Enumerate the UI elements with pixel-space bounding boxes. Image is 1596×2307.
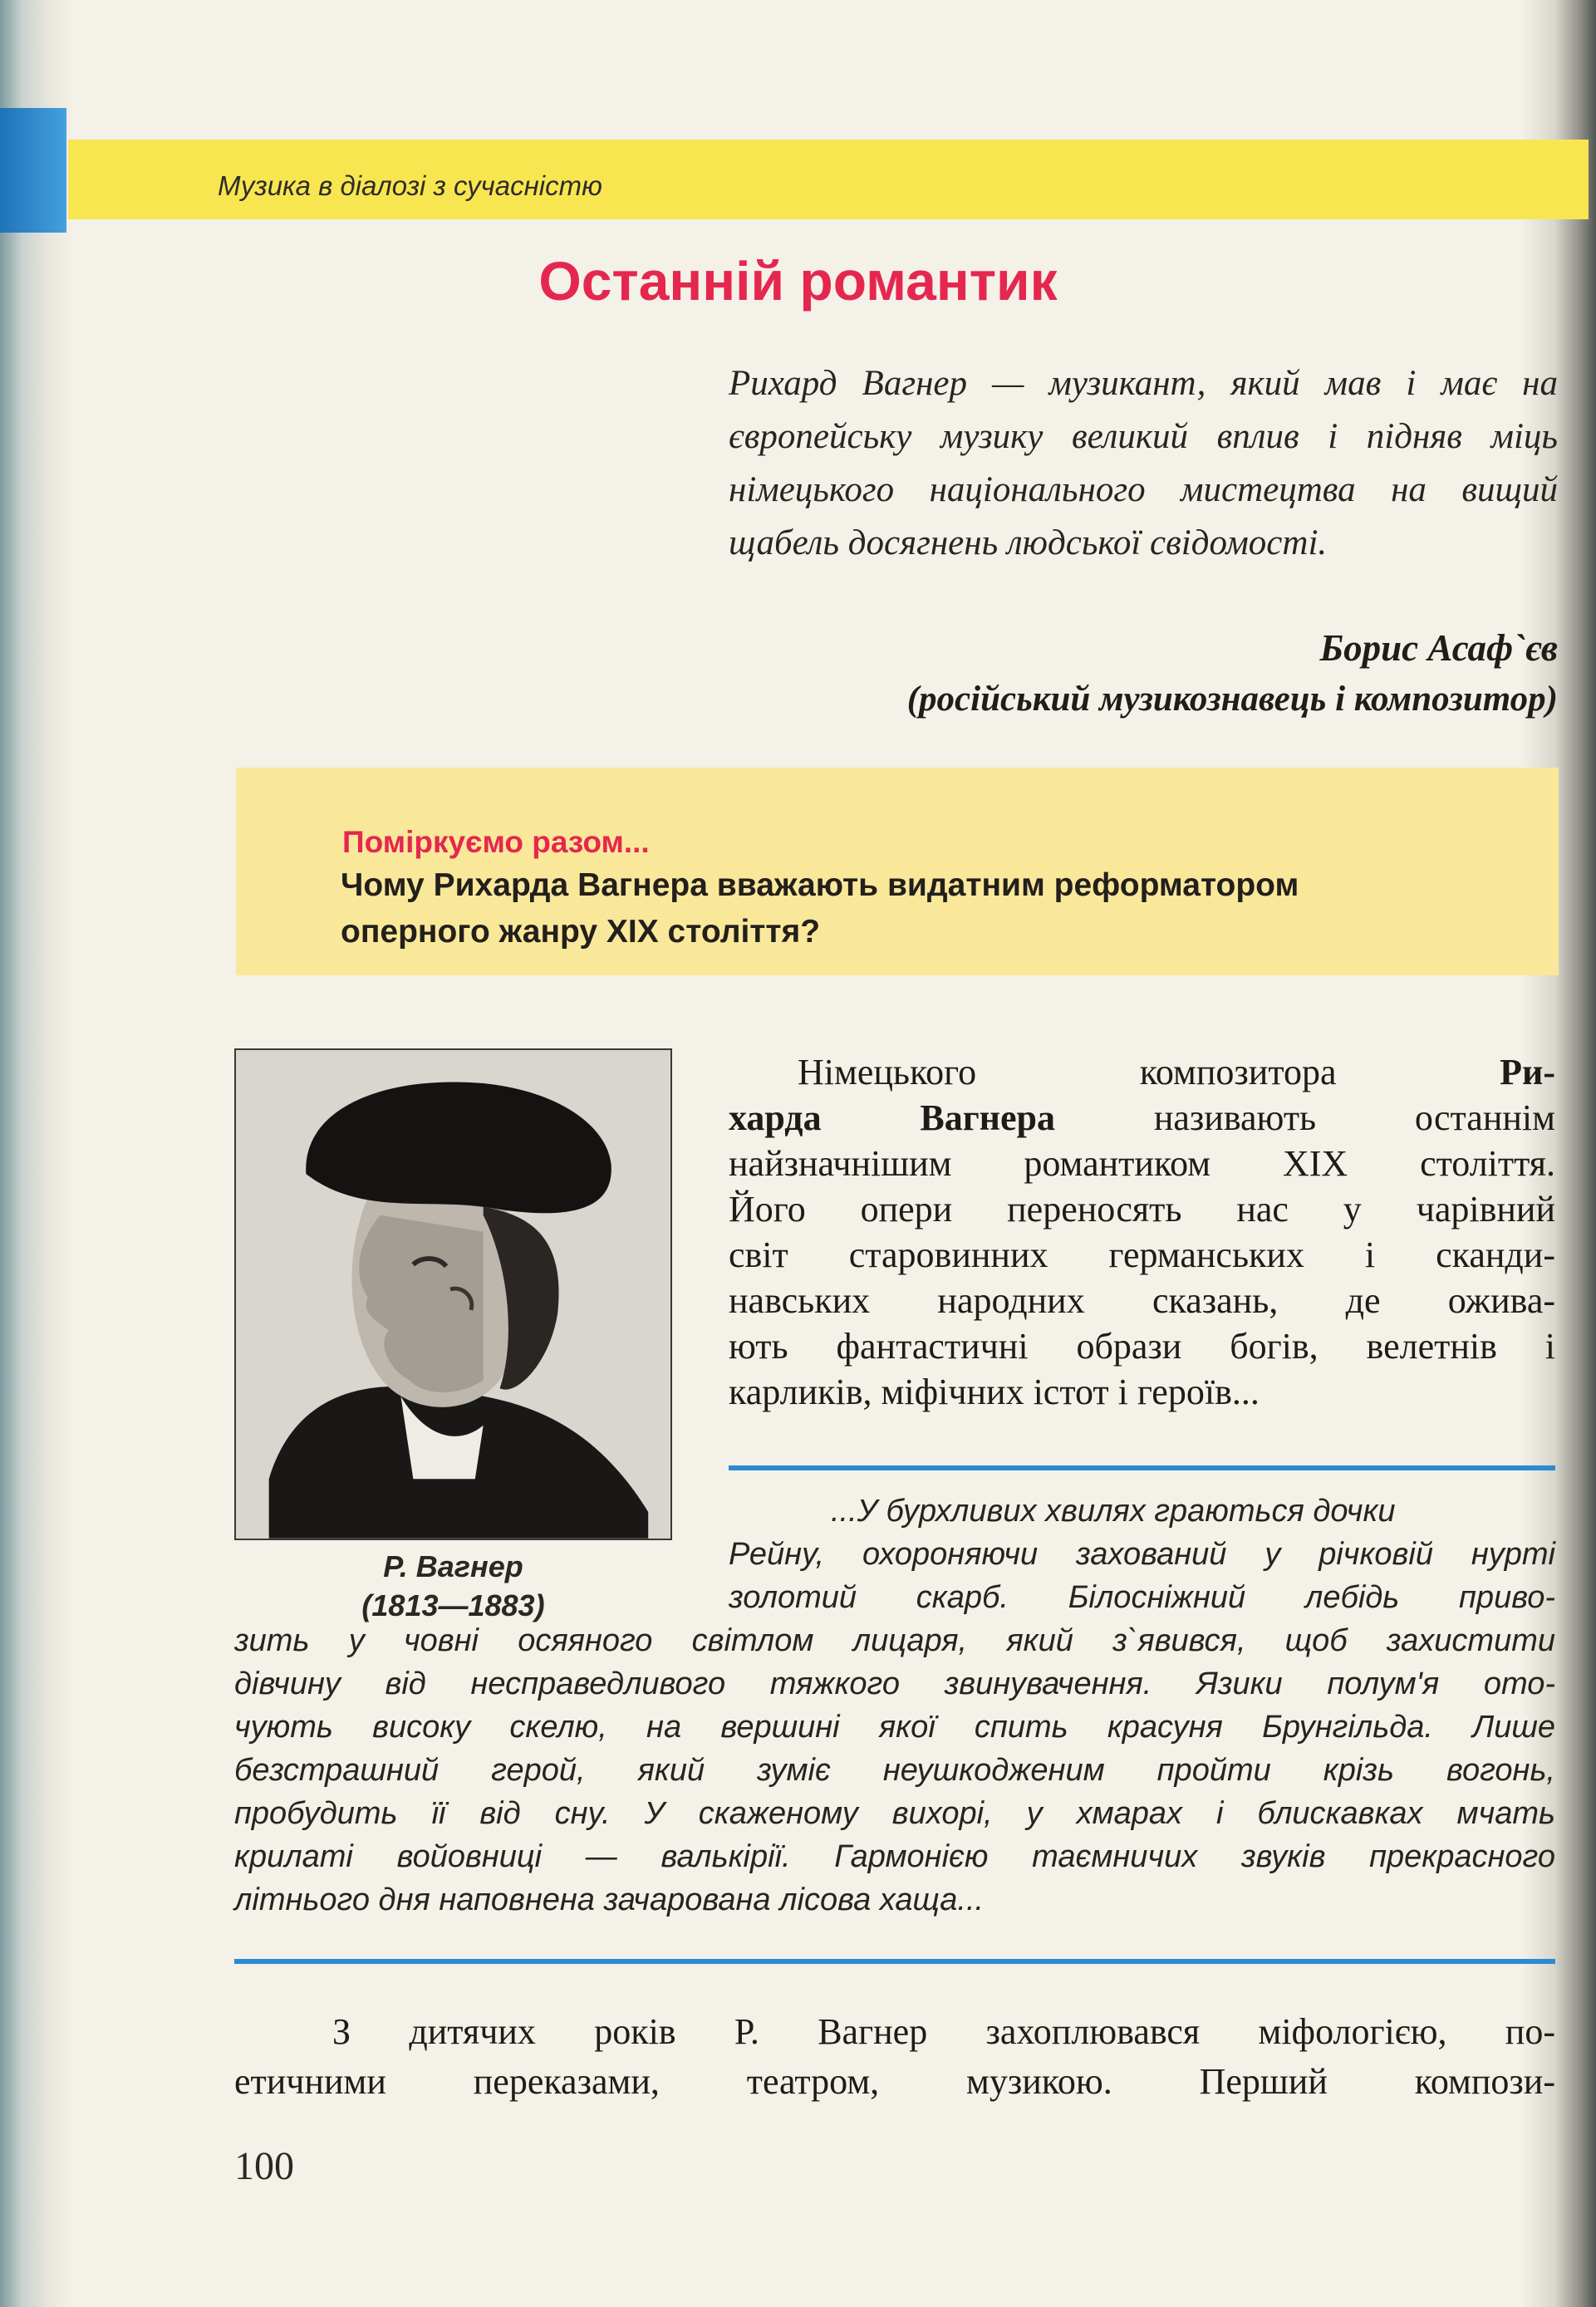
section-label: Музика в діалозі з сучасністю — [218, 170, 602, 201]
portrait-caption-name: Р. Вагнер — [383, 1549, 523, 1583]
closing-line: З дитячих років Р. Вагнер захоплювався міфологією, по- — [332, 2011, 1555, 2052]
portrait-caption-years: (1813—1883) — [361, 1588, 545, 1622]
intro-line: світ старовинних германських і сканди- — [729, 1234, 1555, 1275]
intro-line: найзначнішим романтиком XIX століття. — [729, 1143, 1555, 1184]
page-title: Останній романтик — [538, 250, 1058, 312]
think-together-heading: Поміркуємо разом... — [342, 825, 650, 859]
closing-line: етичними переказами, театром, музикою. Перший компози- — [234, 2061, 1555, 2102]
story-divider-bottom — [234, 1959, 1555, 1964]
epigraph-text: Рихард Вагнер — музикант, який мав і має на європейську музику великий вплив і підняв міць німецького національного мистецтва на вищий щабель досягнень людської свідомості. — [729, 364, 1558, 562]
think-together-question — [341, 862, 1504, 955]
intro-line: Німецького композитора Ри- — [798, 1052, 1555, 1092]
page-number: 100 — [234, 2144, 294, 2188]
story-line: дівчину від несправедливого тяжкого звинувачення. Язики полум'я ото- — [234, 1666, 1555, 1701]
side-tab-marker — [0, 108, 66, 233]
epigraph-author-description: (російський музикознавець і композитор) — [906, 680, 1558, 719]
story-line: зить у човні осяяного світлом лицаря, який з`явився, щоб захистити — [234, 1623, 1555, 1658]
intro-line: харда Вагнера називають останнім — [729, 1097, 1555, 1138]
epigraph-author: Борис Асаф`єв — [1319, 627, 1558, 669]
story-line: пробудить її від сну. У скаженому вихорі, у хмарах і блискавках мчать — [234, 1796, 1555, 1831]
story-line: літнього дня наповнена зачарована лісова хаща... — [234, 1882, 985, 1917]
question-line-2: оперного жанру XIX століття? — [341, 914, 821, 950]
story-line: золотий скарб. Білосніжний лебідь приво- — [729, 1580, 1555, 1615]
story-line: чують високу скелю, на вершині якої спить красуня Брунгільда. Лише — [234, 1710, 1555, 1745]
intro-line: ють фантастичні образи богів, велетнів і — [729, 1326, 1555, 1367]
intro-line: Його опери переносять нас у чарівний — [729, 1189, 1555, 1230]
story-line: крилаті войовниці — валькірії. Гармонією таємничих звуків прекрасного — [234, 1839, 1555, 1874]
story-line: безстрашний герой, який зуміє неушкодженим пройти крізь вогонь, — [234, 1753, 1555, 1788]
wagner-portrait — [234, 1048, 672, 1540]
story-line: ...У бурхливих хвилях граються дочки — [831, 1494, 1396, 1529]
question-line-1: Чому Рихарда Вагнера вважають видатним реформатором — [341, 867, 1299, 903]
intro-line: карликів, міфічних істот і героїв... — [729, 1372, 1260, 1412]
story-line: Рейну, охороняючи захований у річковій нурті — [729, 1537, 1555, 1572]
story-divider-top — [729, 1465, 1555, 1470]
page-edge-left — [0, 0, 75, 2307]
intro-line: навських народних сказань, де ожива- — [729, 1280, 1555, 1321]
